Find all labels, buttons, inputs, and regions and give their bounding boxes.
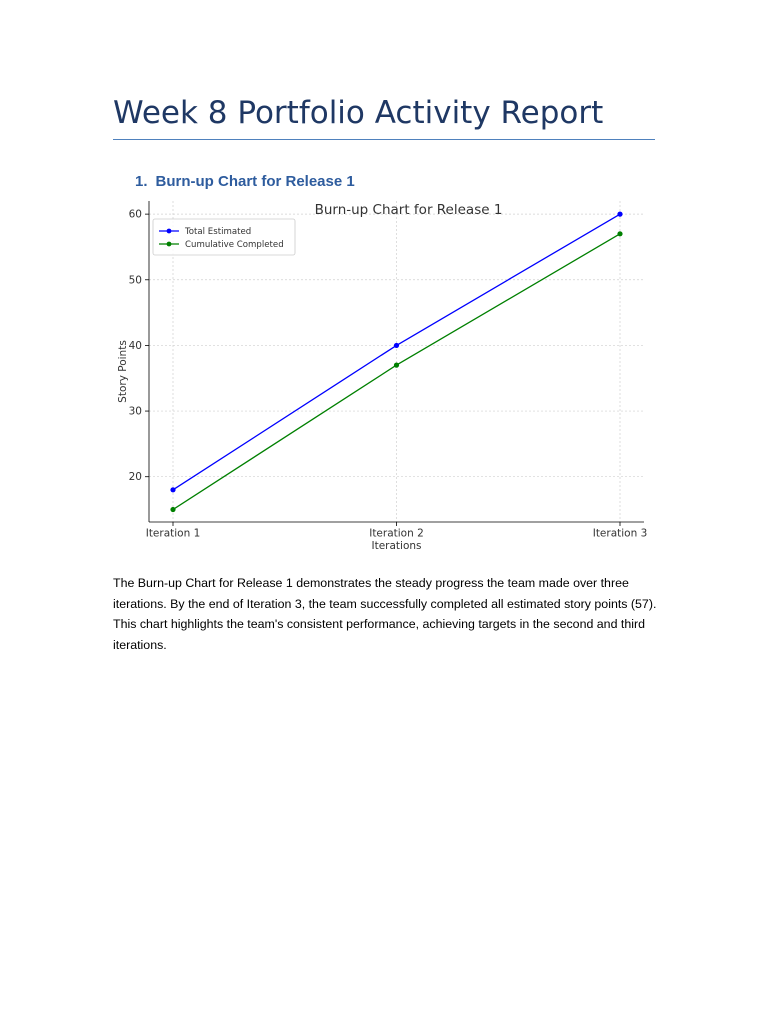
y-tick-label: 50 bbox=[128, 274, 142, 287]
legend-label: Total Estimated bbox=[185, 227, 252, 237]
x-axis-label: Iterations bbox=[371, 540, 422, 552]
data-point bbox=[617, 212, 622, 217]
legend-marker bbox=[167, 242, 172, 247]
series-line-1 bbox=[173, 214, 620, 490]
data-point bbox=[170, 487, 175, 492]
section-heading-text: Burn-up Chart for Release 1 bbox=[155, 173, 355, 190]
chart-title: Burn-up Chart for Release 1 bbox=[314, 202, 503, 218]
page-title: Week 8 Portfolio Activity Report bbox=[113, 95, 604, 131]
title-rule bbox=[113, 139, 655, 140]
data-point bbox=[617, 231, 622, 236]
burnup-chart bbox=[112, 196, 657, 558]
x-tick-label: Iteration 2 bbox=[369, 527, 424, 540]
legend-marker bbox=[167, 229, 172, 234]
section-number: 1. bbox=[135, 173, 148, 190]
data-point bbox=[394, 363, 399, 368]
section-heading bbox=[135, 172, 355, 192]
y-tick-label: 20 bbox=[128, 471, 142, 484]
y-tick-label: 30 bbox=[128, 405, 142, 418]
x-tick-label: Iteration 1 bbox=[145, 527, 201, 540]
data-point bbox=[170, 507, 175, 512]
series-line-2 bbox=[173, 234, 620, 510]
y-tick-label: 40 bbox=[128, 339, 142, 352]
x-tick-label: Iteration 3 bbox=[592, 527, 648, 540]
data-point bbox=[394, 343, 399, 348]
y-tick-label: 60 bbox=[128, 208, 142, 221]
y-axis-label: Story Points bbox=[117, 340, 129, 403]
body-paragraph: The Burn-up Chart for Release 1 demonstrates the steady progress the team made over three iterations. By the end of Iteration 3, the team successfully completed all estimated story points (57). This chart highlights the team's consistent performance, achieving targets in the second and third iterations. bbox=[113, 576, 657, 652]
legend-label: Cumulative Completed bbox=[185, 240, 284, 250]
